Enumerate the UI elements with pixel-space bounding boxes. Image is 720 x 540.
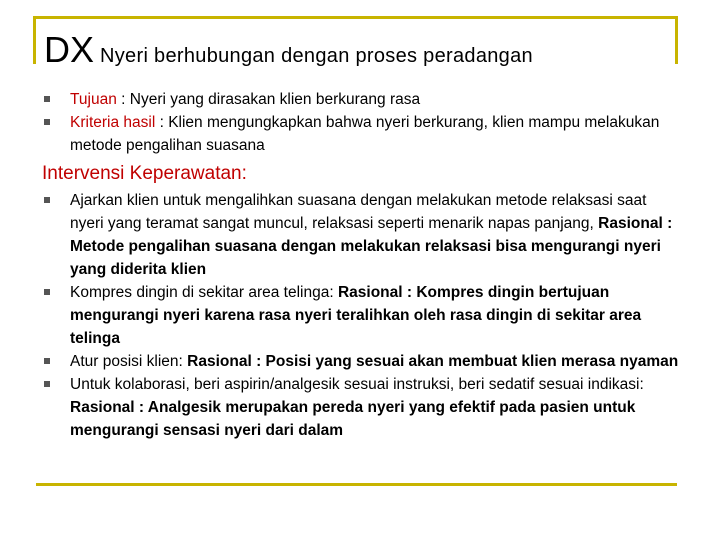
intervention-item (42, 281, 682, 350)
goal-item (42, 111, 682, 157)
intervention-rationale: Rasional : Posisi yang sesuai akan membuat klien merasa nyaman (187, 353, 679, 370)
goal-text: Nyeri yang dirasakan klien berkurang rasa (129, 91, 421, 108)
square-bullet-icon (44, 289, 50, 295)
square-bullet-icon (44, 119, 50, 125)
frame-right-line (675, 16, 678, 64)
intervention-item (42, 189, 682, 281)
goal-label: Tujuan (70, 91, 117, 108)
intervention-rationale: Rasional : Metode pengalihan suasana dengan melakukan relaksasi bisa mengurangi nyeri yang diderita klien (70, 215, 673, 278)
title-dx: DX (44, 29, 95, 70)
goal-text: Klien mengungkapkan bahwa nyeri berkurang, klien mampu melakukan metode pengalihan suasana (70, 114, 660, 154)
square-bullet-icon (44, 197, 50, 203)
frame-bottom-line (36, 483, 677, 486)
goal-separator: : (155, 114, 169, 131)
square-bullet-icon (44, 96, 50, 102)
square-bullet-icon (44, 358, 50, 364)
intervention-item (42, 373, 682, 442)
intervention-rationale: Rasional : Kompres dingin bertujuan mengurangi nyeri karena rasa nyeri teralihkan oleh rasa dingin di sekitar area telinga (70, 284, 642, 347)
intervention-item (42, 350, 682, 373)
goal-item (42, 88, 682, 111)
intervention-heading: Intervensi Keperawatan: (42, 163, 247, 184)
goal-label: Kriteria hasil (70, 114, 156, 131)
intervention-text: Ajarkan klien untuk mengalihkan suasana dengan melakukan metode relaksasi saat nyeri yang teramat sangat muncul, relaksasi seperti menarik napas panjang, (70, 192, 647, 232)
intervention-list (42, 189, 682, 442)
intervention-text: Kompres dingin di sekitar area telinga: (70, 284, 338, 301)
intervention-text: Untuk kolaborasi, beri aspirin/analgesik sesuai instruksi, beri sedatif sesuai indikasi: (70, 376, 644, 393)
frame-top-line (36, 16, 677, 19)
goals-list (42, 88, 682, 157)
intervention-text: Atur posisi klien: (70, 353, 188, 370)
slide-title (44, 30, 533, 70)
goal-separator: : (116, 91, 130, 108)
intervention-rationale: Rasional : Analgesik merupakan pereda nyeri yang efektif pada pasien untuk mengurangi sensasi nyeri dari dalam (70, 399, 636, 439)
square-bullet-icon (44, 381, 50, 387)
title-text: Nyeri berhubungan dengan proses peradangan (100, 45, 533, 67)
frame-left-line (33, 16, 36, 64)
